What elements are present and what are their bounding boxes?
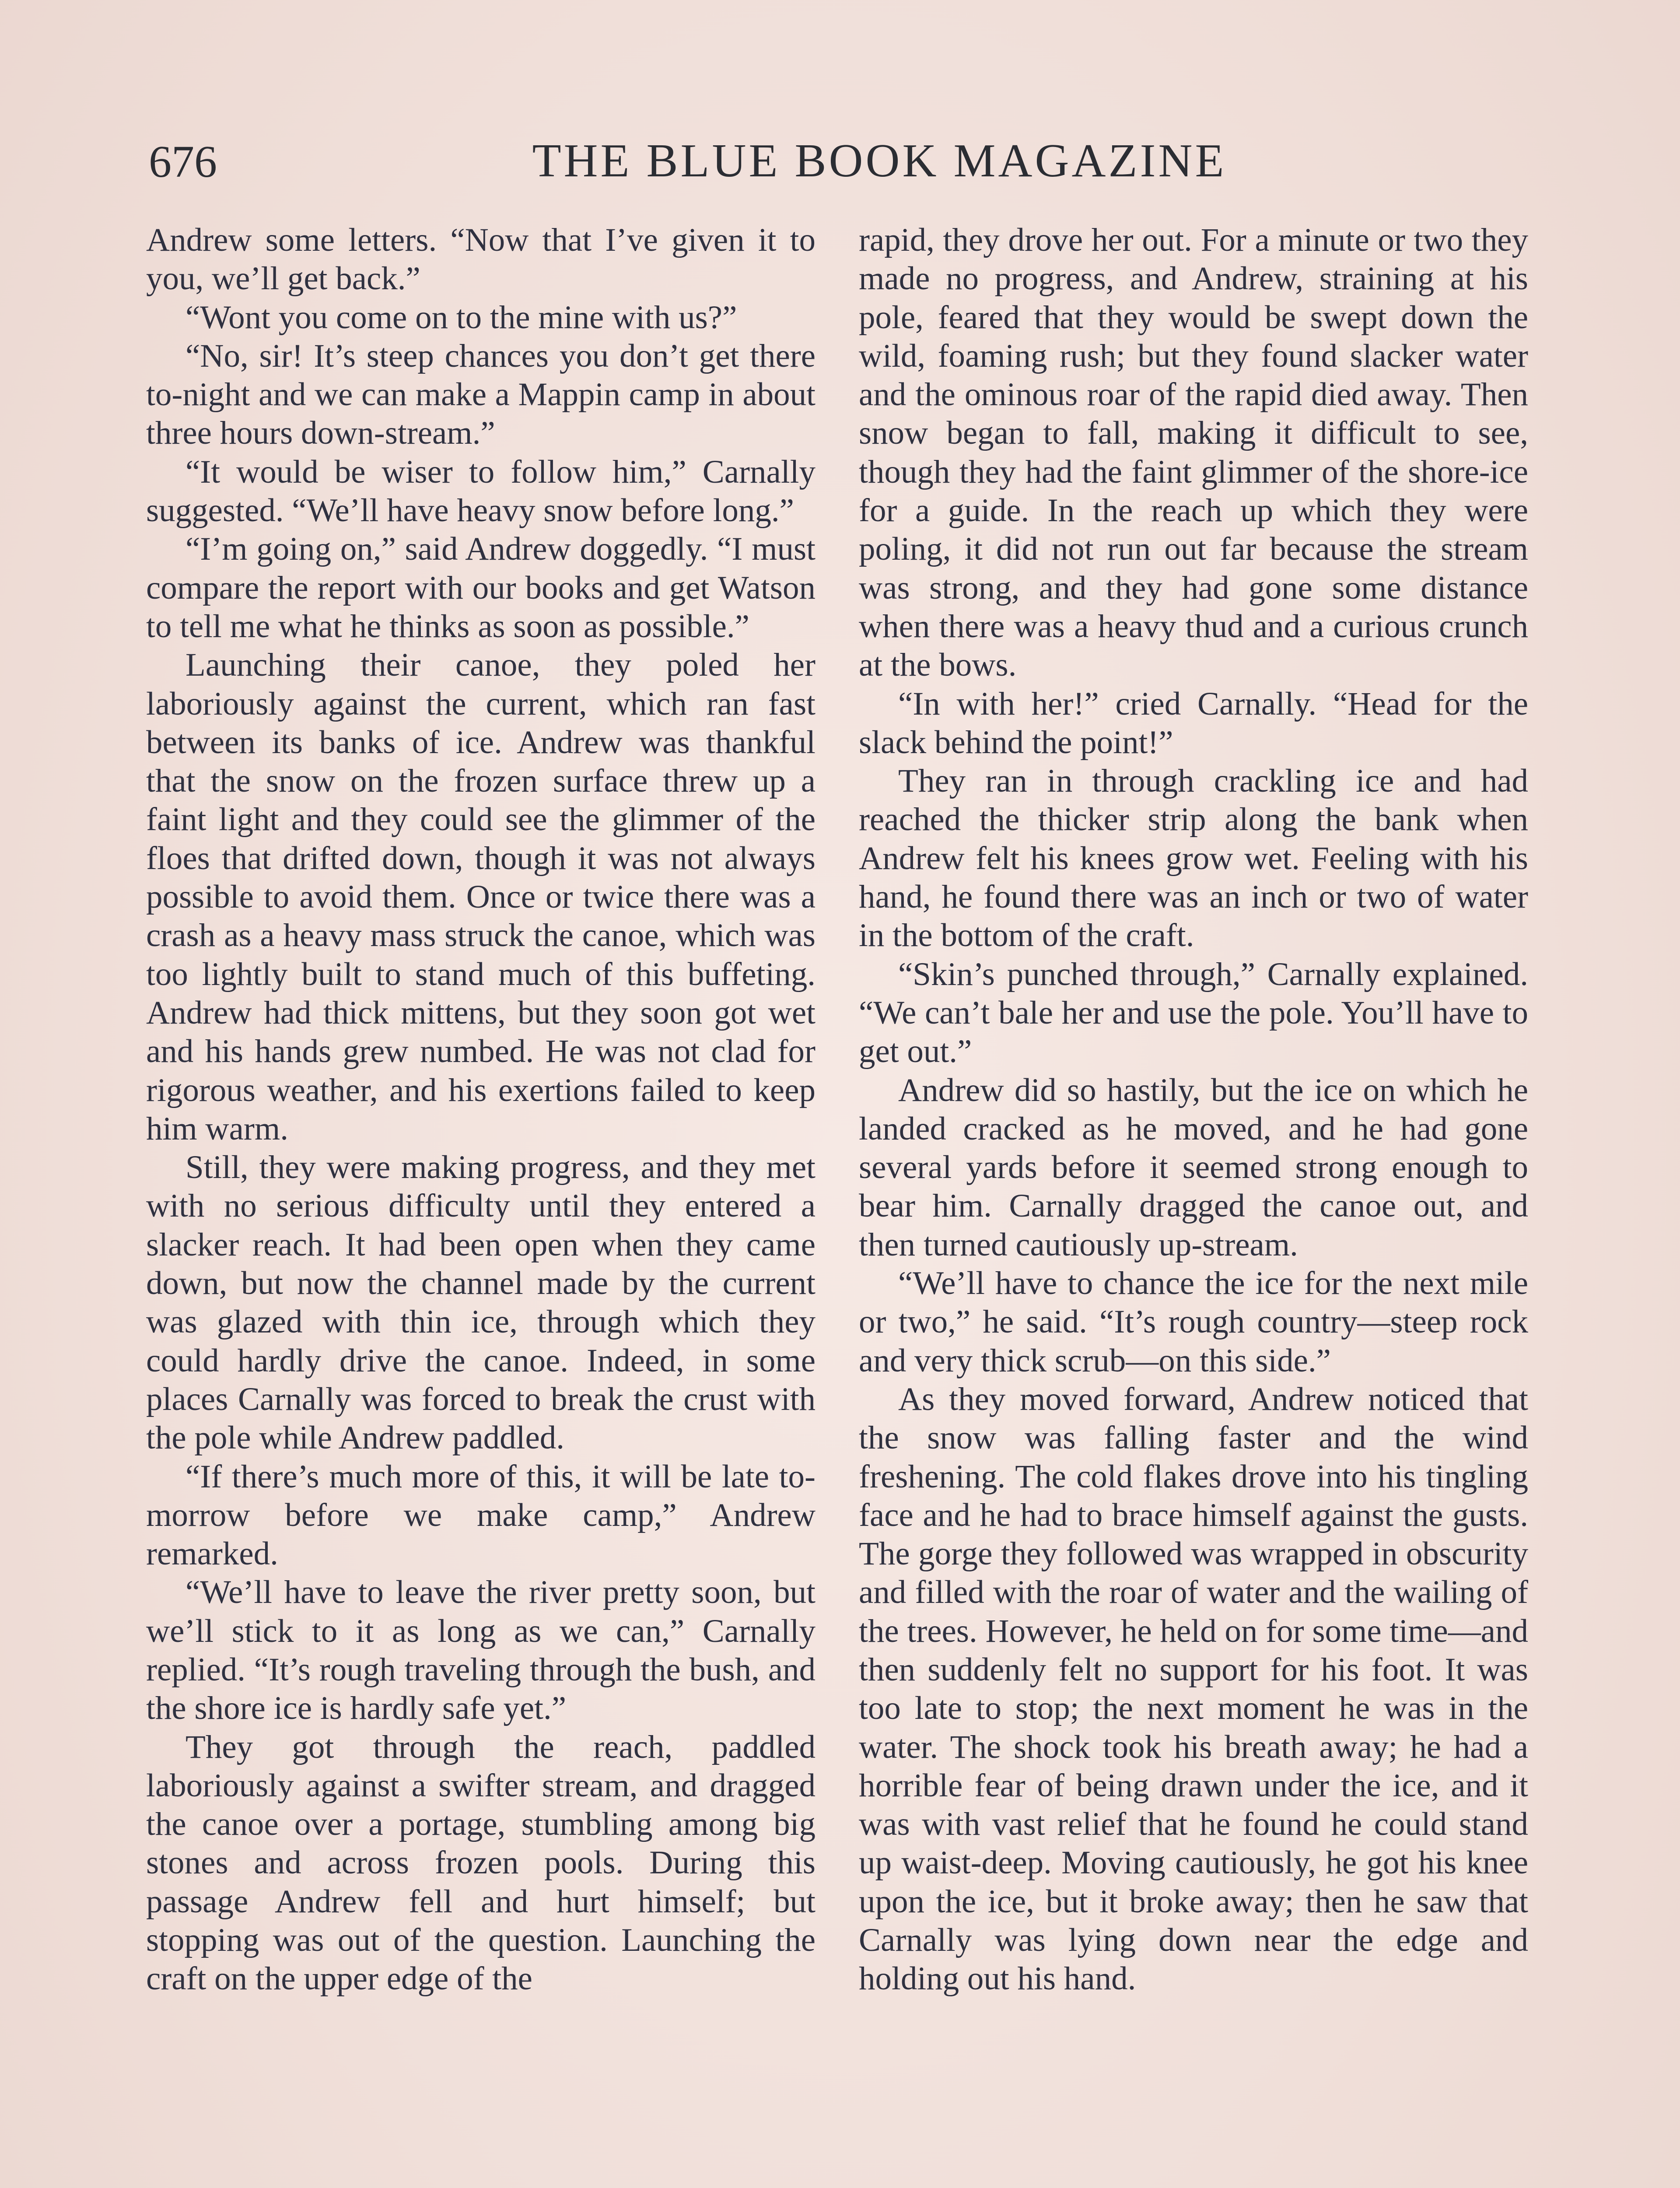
paragraph: “In with her!” cried Carnally. “Head for the slack behind the point!” bbox=[859, 685, 1528, 761]
paragraph: “Wont you come on to the mine with us?” bbox=[186, 299, 737, 336]
paragraph: rapid, they drove her out. For a minute or two they made no progress, and Andrew, straining at his pole, feared that they would be swept down the wild, foaming rush; but they found slacker water and the ominous roar of the rapid died away. Then snow began to fall, making it difficult to see, though they had the faint glimmer of the shore-ice for a guide. In the reach up which they were poling, it did not run out far because the stream was strong, and they had gone some distance when there was a heavy thud and a curious crunch at the bows. bbox=[859, 222, 1528, 684]
right-text-column bbox=[859, 221, 1528, 1999]
paragraph: Launching their canoe, they poled her laboriously against the current, which ran fast between its banks of ice. Andrew was thankful that the snow on the frozen surface threw up a faint light and they could see the glimmer of the floes that drifted down, though it was not always possible to avoid them. Once or twice there was a crash as a heavy mass struck the canoe, which was too lightly built to stand much of this buffeting. Andrew had thick mittens, but they soon got wet and his hands grew numbed. He was not clad for rigorous weather, and his exertions failed to keep him warm. bbox=[146, 647, 816, 1147]
paragraph: “I’m going on,” said Andrew doggedly. “I must compare the report with our books and get Watson to tell me what he thinks as soon as possible.” bbox=[146, 531, 816, 645]
paragraph: “We’ll have to leave the river pretty soon, but we’ll stick to it as long as we can,” Carnally replied. “It’s rough traveling through the bush, and the shore ice is hardly safe yet.” bbox=[146, 1574, 816, 1727]
paragraph: Still, they were making progress, and they met with no serious difficulty until they entered a slacker reach. It had been open when they came down, but now the channel made by the current was glazed with thin ice, through which they could hardly drive the canoe. Indeed, in some places Carnally was forced to break the crust with the pole while Andrew paddled. bbox=[146, 1149, 816, 1456]
paragraph: “Skin’s punched through,” Carnally explained. “We can’t bale her and use the pole. You’ll have to get out.” bbox=[859, 956, 1528, 1070]
paragraph: “If there’s much more of this, it will be late to-morrow before we make camp,” Andrew remarked. bbox=[146, 1458, 816, 1572]
page-header bbox=[144, 131, 1536, 193]
page-number: 676 bbox=[149, 137, 217, 187]
left-text-column bbox=[146, 221, 816, 1999]
paragraph: “No, sir! It’s steep chances you don’t get there to-night and we can make a Mappin camp in about three hours down-stream.” bbox=[146, 337, 816, 452]
paragraph: They got through the reach, paddled laboriously against a swifter stream, and dragged the canoe over a portage, stumbling among big stones and across frozen pools. During this passage Andrew fell and hurt himself; but stopping was out of the question. Launching the craft on the upper edge of the bbox=[146, 1729, 816, 1997]
paragraph: “It would be wiser to follow him,” Carnally suggested. “We’ll have heavy snow before long.” bbox=[146, 453, 816, 529]
paragraph: As they moved forward, Andrew noticed that the snow was falling faster and the wind freshening. The cold flakes drove into his tingling face and he had to brace himself against the gusts. The gorge they followed was wrapped in obscurity and filled with the roar of water and the wailing of the trees. However, he held on for some time—and then suddenly felt no support for his foot. It was too late to stop; the next moment he was in the water. The shock took his breath away; he had a horrible fear of being drawn under the ice, and it was with vast relief that he found he could stand up waist-deep. Moving cautiously, he got his knee upon the ice, but it broke away; then he saw that Carnally was lying down near the edge and holding out his hand. bbox=[859, 1381, 1528, 1997]
paragraph: They ran in through crackling ice and had reached the thicker strip along the bank when Andrew felt his knees grow wet. Feeling with his hand, he found there was an inch or two of water in the bottom of the craft. bbox=[859, 763, 1528, 954]
paragraph: “We’ll have to chance the ice for the next mile or two,” he said. “It’s rough country—steep rock and very thick scrub—on this side.” bbox=[859, 1265, 1528, 1379]
paragraph: Andrew did so hastily, but the ice on which he landed cracked as he moved, and he had gone several yards before it seemed strong enough to bear him. Carnally dragged the canoe out, and then turned cautiously up-stream. bbox=[859, 1072, 1528, 1263]
magazine-title: THE BLUE BOOK MAGAZINE bbox=[532, 135, 1227, 187]
paragraph: Andrew some letters. “Now that I’ve given it to you, we’ll get back.” bbox=[146, 222, 816, 297]
